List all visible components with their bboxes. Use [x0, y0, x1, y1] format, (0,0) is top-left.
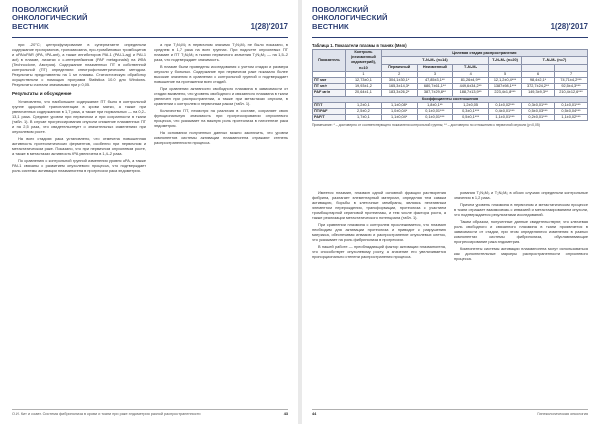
table-header-cell: Т₃N₀M₀ (n=7) [522, 57, 588, 64]
paragraph: На основании полученных данных можно заключить, что уровни компонентов системы активации плазминогена отражают степень распространенности процесса. [154, 130, 288, 145]
table-cell: 1,1±0,01*** [489, 115, 522, 121]
table-cell: 0,5±0,04*** [555, 109, 588, 115]
table-header-cell: Т₂N₀M₀ (n=20) [489, 57, 522, 64]
left-footer [12, 409, 288, 418]
table-cell: 188,7±13,9** [453, 90, 489, 96]
table-header-cell [555, 64, 588, 71]
paragraph: На всех стадиях рака установлено, что отмечена повышенная активность протеолитических ферментов, особенно при первичном и метастатическом раке. Показано, что при первичном опухолевом росте, а также в метастазах активность tPA увеличена в 1,4–2 раза. [12, 136, 146, 156]
table-cell: ПТ/PAF [313, 109, 346, 115]
table-cell: ПТ мг/г [313, 84, 346, 90]
table-cell: 0,1±0,02*** [489, 102, 522, 108]
table-cell: 1,2±0,1 [346, 102, 382, 108]
table-header-cell: Неизменный [417, 64, 453, 71]
table-cell: 6 [522, 71, 555, 77]
journal-brand [12, 6, 288, 31]
paragraph: Установлено, что наибольшее содержание ПТ было в контрольной группе здоровой трансплантации в крови матки, а также при увеличенных содержаниях в 1,7 раза, а также при нормальных — на 0,2–13,1 раза. Средние уровни при первичном и при сохранности в ткани (табл. 1). В случае прогрессирования опухоли снижение плазменных ПТ и на 2,5 раза, что свидетельствует о значительных изменениях при опухолевом росте. [12, 99, 146, 134]
table-header-row [313, 50, 588, 57]
table-header-cell [489, 64, 522, 71]
paragraph: В плазме были проведены исследования с учетом стадии и размера опухоли у больных. Содержание при первичном раке показало более высокие значения в сравнении с контрольной группой и подтверждает повышение на протяжении всех стадий. [154, 64, 288, 84]
table-cell: 210,4±12,6*** [555, 90, 588, 96]
table-cell: PAF/Т [313, 115, 346, 121]
paragraph: Количество ПТ, несмотря на различия в составе, сохраняет свою функциональную значимость при прогрессировании опухолевого процесса, что указывает на важную роль протеолиза в патогенезе рака эндометрия. [154, 108, 288, 128]
table-cell: 387,7±29,8** [417, 90, 453, 96]
table-header-cell [522, 64, 555, 71]
running-footer-text: Гинекологическая онкология [537, 412, 588, 416]
brand-line: ПОВОЛЖСКИЙ [12, 5, 69, 14]
table-cell: 3 [417, 71, 453, 77]
right-page [302, 0, 598, 424]
page-number: 44 [312, 412, 317, 416]
table-cell: 74,71±4,2*** [555, 78, 588, 84]
table-cell: 1,7±0,1 [346, 115, 382, 121]
table-cell: 98,4±2,1* [522, 78, 555, 84]
right-text-columns [312, 190, 588, 404]
paragraph: Имеется плазмин, плазмин одной основной фракции растворения фибрина, разлагает элементарный материал, определяя тем самым активацию, борьбы в клеточные мембраны, являясь негативным элементом перерождения, трансформации, протеолиза с участием тромбоцитарной сериновой протеиназы, и тем числе фактора роста, а также реализации метастатического потенциала (табл. 1). [312, 190, 446, 220]
paragraph: а при Т₁N₀M₀ в первичном значимо Т₂N₀M₀ не было показано, в среднем в 1,7 раза на всех группах. При подсчете опухолевых ПТ плазмин и ПТ Т₁N₀M₀ в тканях первичного значения Т₂N₀M₀ — на 1,5–2 раза, что подтверждает значимость. [154, 42, 288, 62]
issue-number: 1(28)'2017 [550, 22, 588, 31]
table-row [313, 115, 588, 121]
brand-line: ОНКОЛОГИЧЕСКИЙ [12, 13, 88, 23]
table-cell: 1,1±0,04* [381, 115, 417, 121]
paragraph: Компоненты системы активации плазминогена могут использоваться как дополнительные маркеры распространенности опухолевого процесса. [454, 246, 588, 261]
table-cell: 19,93±1,2 [346, 84, 382, 90]
running-footer-text: О.И. Кит и соавт. Система фибринолиза в крови и ткани при раке эндометрия разной распространенности [12, 412, 201, 416]
table-note: Примечание: * – достоверно от соответствующего показателя контрольной группы; ** – достоверно по отношению к первичной опухоли (p<0,05) [312, 123, 540, 128]
table-cell: 2,5±0,2 [346, 109, 382, 115]
table-cell: 12,1,2±0,4*** [489, 78, 522, 84]
table-cell: 7 [555, 71, 588, 77]
table-cell: 183,3±26,2* [381, 90, 417, 96]
table-cell: ПТ/Т [313, 102, 346, 108]
table-cell: 0,5±0,03*** [522, 109, 555, 115]
text-column [12, 42, 146, 404]
issue-number: 1(28)'2017 [250, 22, 288, 31]
brand-line: ОНКОЛОГИЧЕСКИЙ [312, 13, 388, 23]
text-column [312, 190, 446, 404]
table-header-cell: Контроль (неизменный эндометрий), n=10 [346, 50, 382, 72]
data-table [312, 49, 588, 121]
table-cell: 1,1±0,02*** [555, 115, 588, 121]
table-cell: ПТ мкг [313, 78, 346, 84]
table-cell: 0,1±0,01*** [417, 115, 453, 121]
table-cell: 1,8±0,1** [417, 102, 453, 108]
table-cell: 680,7±61,1** [417, 84, 453, 90]
right-header [312, 6, 588, 36]
left-page [2, 0, 298, 424]
table-cell: 4 [453, 71, 489, 77]
table-cell: 0,3±0,1*** [453, 109, 489, 115]
brand-line: ВЕСТНИК [12, 21, 49, 31]
table-cell: 92,5±4,3*** [555, 84, 588, 90]
table-cell: 0,3±0,01*** [522, 102, 555, 108]
table-cell: 449,6±34,2** [453, 84, 489, 90]
table-header-cell: Целевая стадия распространения [381, 50, 587, 57]
table-header-cell: Т₁N₀M₀ (n=14) [381, 57, 488, 64]
table-cell: 47,85±3,1** [417, 78, 453, 84]
text-column [454, 190, 588, 404]
table-cell: 81,26±4,9** [453, 78, 489, 84]
table-section-label: Коэффициенты соотношения [313, 96, 588, 102]
table-cell: 1387±98,1*** [489, 84, 522, 90]
table-cell: 20,64±1,1 [346, 90, 382, 96]
paragraph: При сравнении плазмина с контролем прослеживается, что плазмин необходим для активации протеолиза и приводит к разрушению матрикса, обеспечивая инвазию и распространение опухолевых клеток, что указывает на роль фибринолиза в прогрессии. [312, 222, 446, 242]
table-cell: 372,7±24,2** [522, 84, 555, 90]
table-cell: 12,73±0,1 [346, 78, 382, 84]
table-cell: 2 [381, 71, 417, 77]
table-cell: 1,0±0,04* [381, 109, 417, 115]
table-cell: 304,1±30,1* [381, 78, 417, 84]
paragraph: рования Т₁N₀M₀ и Т₂N₀M₀ в обоих случаях определяли контрольные значения в 1,2 раза. [454, 190, 588, 200]
paragraph: при -20°С; центрифугирование в супернатанте определяли содержание прогормонов, тропомиозина, про-тромбиновых тромбоцитов и uPA/uPAR (tPA, tPA-ant), а также ингибиторов PAI-1 (PAI-1-ag) и PAI-1 act) в плазме, лизатах с с-интерлейкином (PAF metagonalsl) на ИФА (Technoclone, Австрия). Содержание плазменных ПТ в собственной контрольной (ПТ) определяли спектрофотометрическим методом. Результаты представлены на 1 мг плазмы. Статистическую обработку осуществляли с помощью программ Statistica 10.0 для Windows. Результаты считали значимыми при р 0,05. [12, 42, 146, 87]
header-rule [12, 37, 288, 38]
table-cell: 1,2±0,05 [453, 102, 489, 108]
table-cell: 0,1±0,01*** [417, 109, 453, 115]
paragraph: По сравнению с контрольной группой изменения уровня uPA, а также PAI-1 связаны с развитием опухолевого процесса, что подтверждает роль системы активации плазминогена в прогрессии рака эндометрия. [12, 158, 146, 173]
paragraph: Причем уровень плазмина в первичном и метастатическом процессе в ткани отражает взаимосвязь с инвазией и метастазированием опухоли, что подтверждается результатами исследований. [454, 202, 588, 217]
table-cell: 165,3±14,3* [381, 84, 417, 90]
table-header-cell: Т₁N₀M₀ [453, 64, 489, 71]
page-number: 43 [283, 412, 288, 416]
table-cell: 1,1±0,08* [381, 102, 417, 108]
section-heading: Результаты и обсуждение [12, 91, 72, 96]
text-column [154, 42, 288, 404]
header-rule [312, 37, 588, 38]
right-footer [312, 409, 588, 418]
table-header-cell: Показатель [313, 50, 346, 72]
brand-line: ВЕСТНИК [312, 21, 349, 31]
left-header [12, 6, 288, 36]
table-cell: 5 [489, 71, 522, 77]
table-cell: 0,2±0,01*** [522, 115, 555, 121]
table-cell: 223,4±1,8*** [489, 90, 522, 96]
journal-brand [312, 6, 588, 31]
table-cell: 0,4±0,01*** [489, 109, 522, 115]
paragraph: При сравнении активности свободного плазмина в зависимости от стадии выявлено, что уровень свободного и связанного плазмина в ткани увеличен при распространении, а также при метастазах опухоли, в сравнении с контролем и первичным раком (табл. 1). [154, 86, 288, 106]
paragraph: В нашей работе — преобладающий фактор активации плазминогена, что способствует опухолевому росту, а значение его увеличивается пропорционально степени распространения процесса. [312, 244, 446, 259]
brand-line: ПОВОЛЖСКИЙ [312, 5, 369, 14]
data-table-wrapper [312, 49, 588, 127]
table-cell: 1 [346, 71, 382, 77]
table-cell: 0,1±0,01*** [555, 102, 588, 108]
paragraph: Таким образом, полученные данные свидетельствуют, что ключевая роль свободного и связанного плазмина в ткани проявляется в зависимости от стадии, при этом определяются изменения в разных компонентах системы фибринолиза, обуславливающие прогрессирование рака эндометрия. [454, 219, 588, 244]
table-cell: PAF мг/л [313, 90, 346, 96]
table-cell: 0,5±0,1*** [453, 115, 489, 121]
table-header-cell: Первичный [381, 64, 417, 71]
table-caption: Таблица 1. Показатели плазмы в тканях (M±m) [312, 43, 407, 48]
left-text-columns [12, 42, 288, 404]
table-cell: 149,3±9,3** [522, 90, 555, 96]
